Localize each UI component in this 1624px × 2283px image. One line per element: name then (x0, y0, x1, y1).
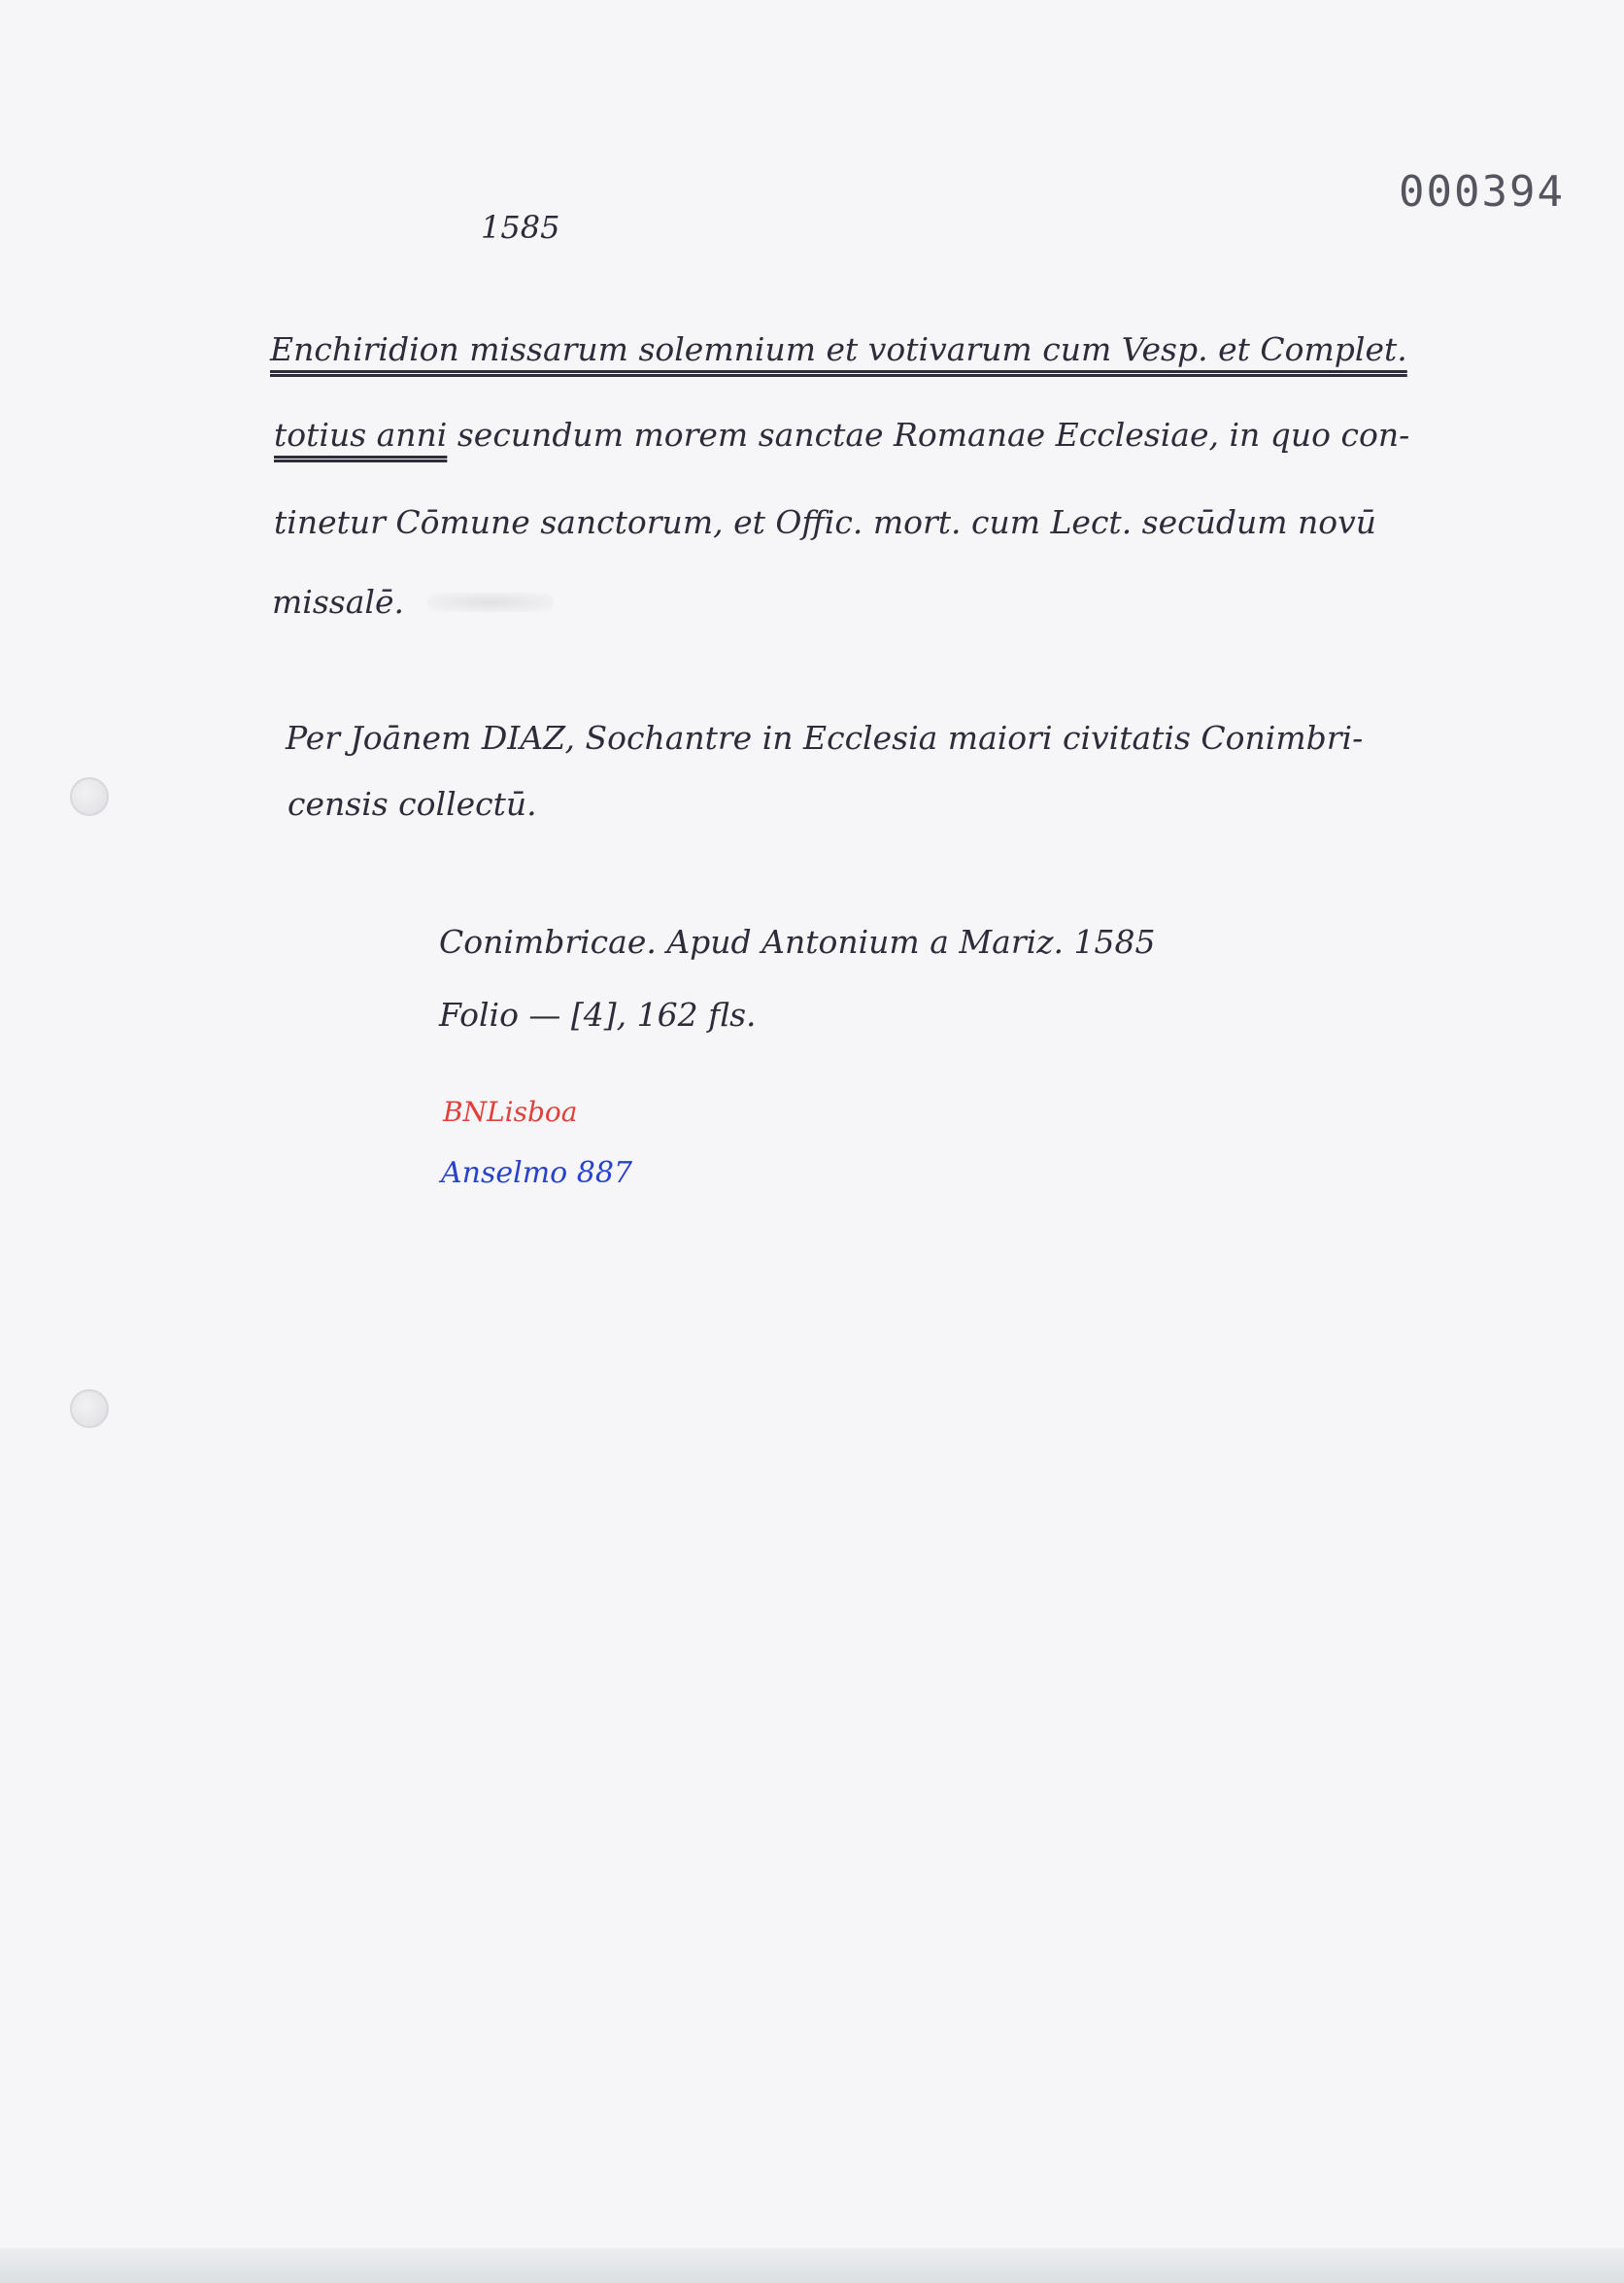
title-line-1 (270, 330, 1407, 368)
title-line-3: tinetur Cōmune sanctorum, et Offic. mort. cum Lect. secūdum novū (274, 503, 1377, 541)
title-line-4: missalē. (272, 583, 404, 621)
title-line-2-underlined: totius anni (274, 416, 448, 454)
year-heading: 1585 (481, 209, 560, 246)
imprint-line: Conimbricae. Apud Antonium a Mariz. 1585 (439, 923, 1156, 961)
punch-hole-top (70, 777, 109, 816)
title-line-2-rest: secundum morem sanctae Romanae Ecclesiae, in quo con- (457, 416, 1410, 454)
bibliographic-reference: Anselmo 887 (441, 1156, 633, 1190)
title-line-2 (274, 416, 1409, 454)
stamped-page-number: 000394 (1399, 167, 1565, 217)
scan-bottom-edge (0, 2248, 1624, 2283)
format-line: Folio — [4], 162 fls. (439, 996, 757, 1034)
title-line-1-text: Enchiridion missarum solemnium et votivarum cum Vesp. et Complet. (270, 330, 1407, 368)
author-line-2: censis collectū. (288, 785, 537, 823)
punch-hole-bottom (70, 1389, 109, 1428)
library-location: BNLisboa (443, 1096, 578, 1128)
author-line-1: Per Joānem DIAZ, Sochantre in Ecclesia maiori civitatis Conimbri- (286, 719, 1364, 757)
ink-smudge (427, 593, 554, 612)
